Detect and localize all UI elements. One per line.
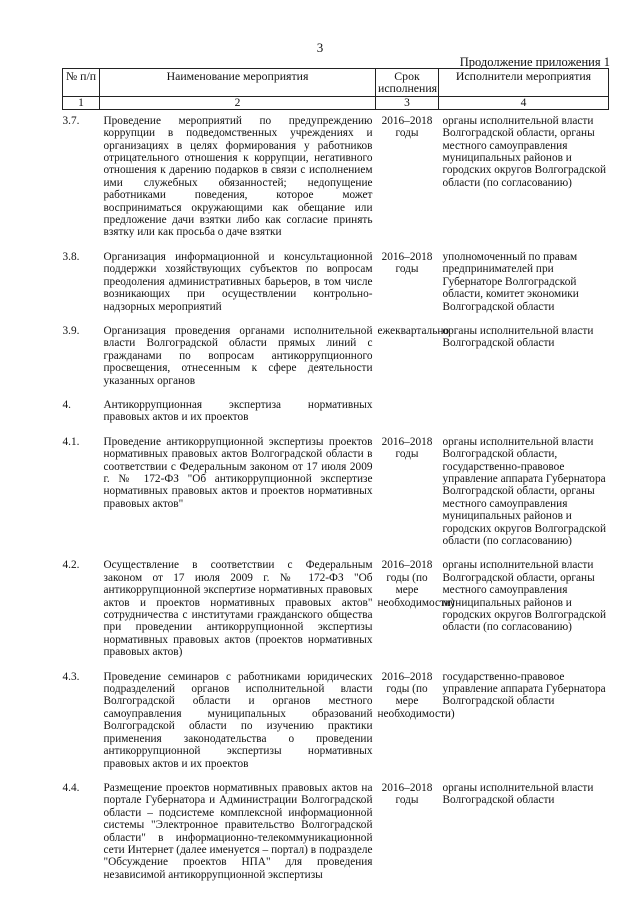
row-term: 2016–2018 годы [381, 114, 433, 140]
continuation-label: Продолжение приложения 1 [459, 55, 610, 69]
header-executors: Исполнители мероприятия [439, 69, 609, 97]
measures-table [62, 68, 609, 893]
row-term [376, 399, 439, 436]
column-number-row [63, 96, 609, 109]
row-term: 2016–2018 годы [381, 435, 433, 461]
row-name: Проведение семинаров с работниками юридических подразделений органов исполнительной власти Волгоградской области и органов местного самоуправления муниципальных образований Волгоградской области по изучению практики применения законодательства о проведении антикоррупционной экспертизы нормативных правовых актов и их проектов [103, 670, 373, 770]
row-executors: органы исполнительной власти Волгоградской области, государственно-правовое управление аппарата Губернатора Волгоградской области, органы местного самоуправления муниципальных районов и городских округов Волгоградской области (по согласованию) [442, 435, 607, 547]
table-header-row [63, 69, 609, 97]
table-row [63, 325, 609, 399]
table-row [63, 782, 609, 893]
row-term: 2016–2018 годы (по мере необходимости) [377, 670, 455, 720]
table-row [63, 109, 609, 251]
row-executors: органы исполнительной власти Волгоградской области [442, 324, 594, 350]
header-term: Срок исполнения [376, 69, 439, 97]
row-number: 3.7. [62, 114, 80, 127]
table-row [63, 251, 609, 325]
column-number: 3 [376, 96, 439, 109]
row-number: 4. [62, 398, 71, 411]
row-name: Размещение проектов нормативных правовых актов на портале Губернатора и Администрации Волгоградской области – подсистеме комплексной информационной системы "Электронное правительство Волгоградской области" в информационно-телекоммуникационной сети Интернет (далее именуется – портал) в подразделе "Обсуждение проектов НПА" для проведения независимой антикоррупционной экспертизы [103, 781, 373, 881]
row-number: 4.3. [62, 670, 80, 683]
row-executors: органы исполнительной власти Волгоградской области, органы местного самоуправления муниципальных районов и городских округов Волгоградской области (по согласованию) [442, 559, 607, 634]
row-name: Проведение антикоррупционной экспертизы проектов нормативных правовых актов Волгоградской области в соответствии с Федеральным законом от 17 июля 2009 г. № 172-ФЗ "Об антикоррупционной экспертизе нормативных правовых актов и проектов нормативных правовых актов" [103, 435, 373, 510]
table-row [63, 436, 609, 560]
row-name: Организация проведения органами исполнительной власти Волгоградской области прямых линий с гражданами по вопросам антикоррупционного просвещения, отнесенным к сфере деятельности указанных органов [103, 324, 373, 387]
column-number: 2 [100, 96, 376, 109]
row-term: 2016–2018 годы [381, 250, 433, 276]
row-executors: органы исполнительной власти Волгоградской области [442, 781, 594, 807]
header-name: Наименование мероприятия [100, 69, 376, 97]
row-number: 3.8. [62, 250, 80, 263]
row-name: Антикоррупционная экспертиза нормативных правовых актов и их проектов [103, 398, 373, 424]
row-number: 4.2. [62, 559, 80, 572]
row-term: ежеквартально [377, 324, 450, 337]
row-executors: органы исполнительной власти Волгоградской области, органы местного самоуправления муниципальных районов и городских округов Волгоградской области (по согласованию) [442, 114, 607, 189]
row-executors [439, 399, 609, 436]
page-number: 3 [316, 40, 324, 55]
row-name: Организация информационной и консультационной поддержки хозяйствующих субъектов по вопросам преодоления административных барьеров, в том числе возникающих при осуществлении контрольно-надзорных мероприятий [103, 250, 373, 313]
column-number: 1 [63, 96, 100, 109]
row-term: 2016–2018 годы (по мере необходимости) [377, 559, 455, 609]
column-number: 4 [439, 96, 609, 109]
row-name: Проведение мероприятий по предупреждению коррупции в подведомственных учреждениях и организациях в целях формирования у работников отрицательного отношения к коррупции, негативного отношения к дарению подарков в связи с исполнением ими служебных обязанностей; недопущение работниками поведения, которое может восприниматься окружающими как обещание или предложение дачи взятки либо как согласие принять взятку или как просьба о даче взятки [103, 114, 373, 239]
row-number: 4.4. [62, 781, 80, 794]
header-num: № п/п [63, 69, 100, 97]
table-row [63, 559, 609, 670]
table-row [63, 671, 609, 782]
row-term: 2016–2018 годы [381, 781, 433, 807]
table-row [63, 399, 609, 436]
row-executors: уполномоченный по правам предпринимателей при Губернаторе Волгоградской области, комитет экономики Волгоградской области [442, 250, 579, 313]
row-number: 3.9. [62, 324, 80, 337]
row-number: 4.1. [62, 435, 80, 448]
row-name: Осуществление в соответствии с Федеральным законом от 17 июля 2009 г. № 172-ФЗ "Об антикоррупционной экспертизе нормативных правовых актов и проектов нормативных правовых актов" сотрудничества с институтами гражданского общества при проведении антикоррупционной экспертизы нормативных правовых актов (проектов нормативных правовых актов) [103, 559, 373, 659]
row-executors: государственно-правовое управление аппарата Губернатора Волгоградской области [442, 670, 606, 708]
